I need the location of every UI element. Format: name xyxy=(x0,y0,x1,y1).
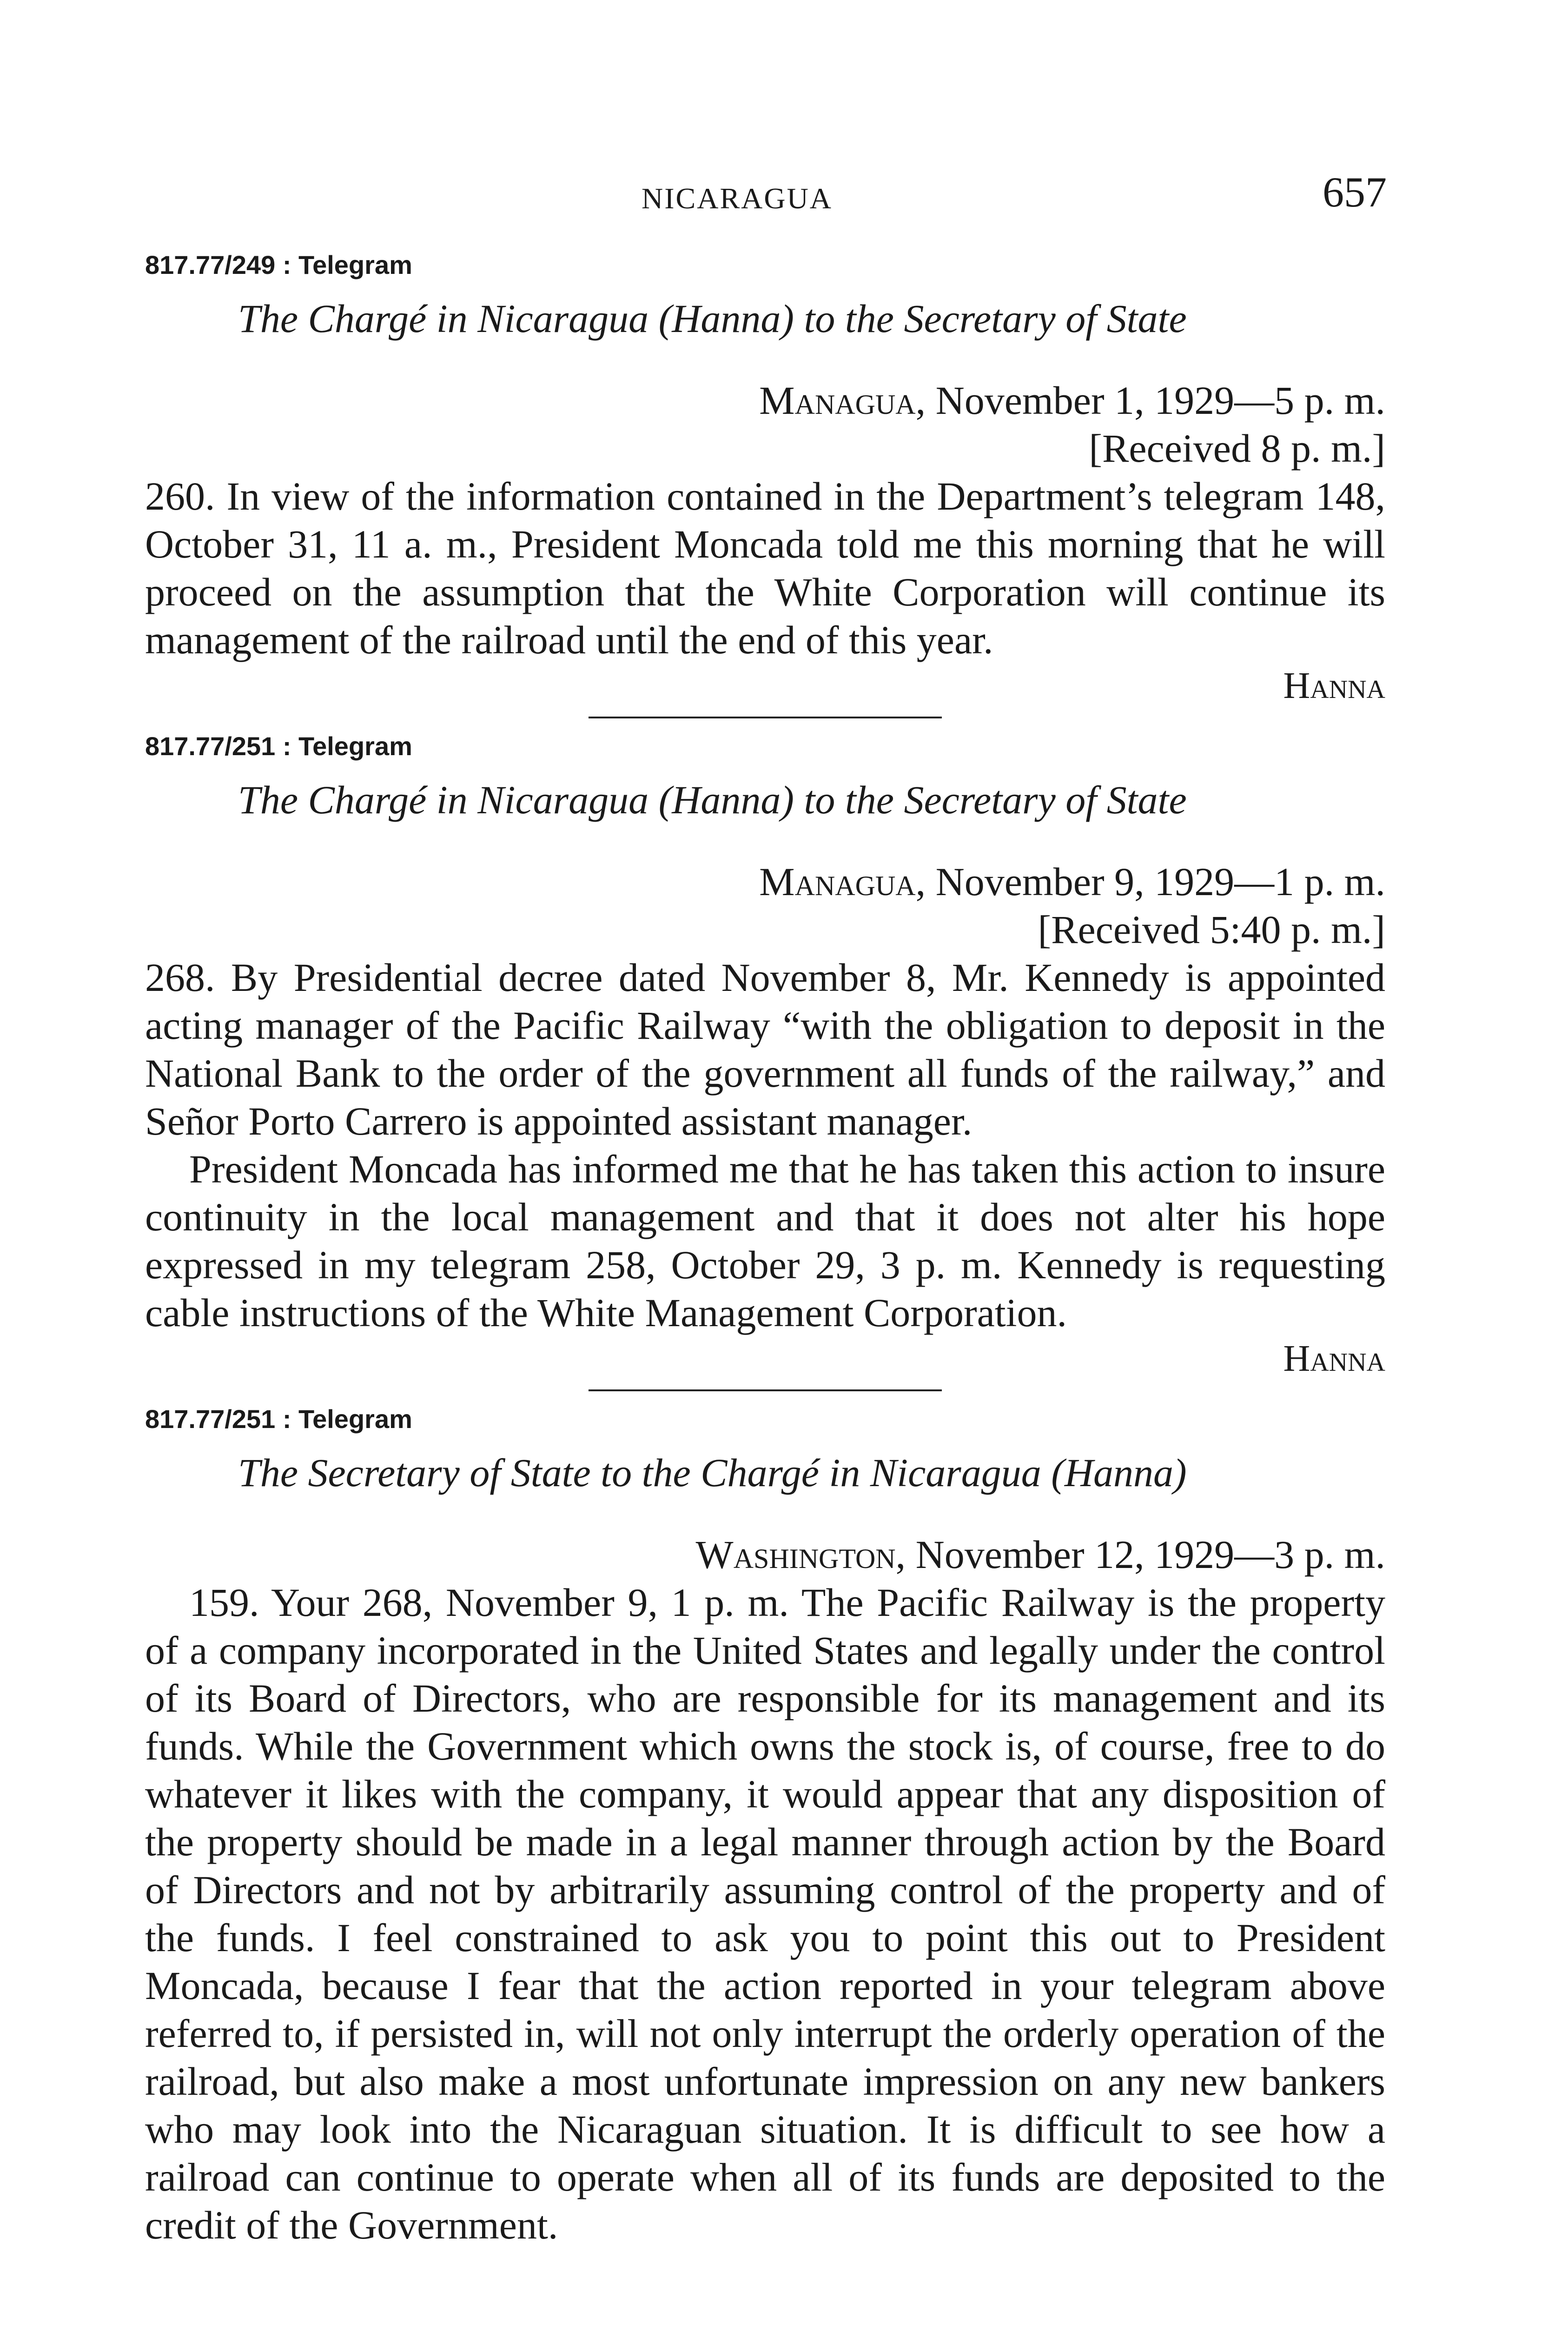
running-head: NICARAGUA xyxy=(642,182,833,215)
file-reference: 817.77/251 : Telegram xyxy=(145,731,412,761)
telegram-heading: The Chargé in Nicaragua (Hanna) to the Secretary of State xyxy=(238,296,1187,341)
dateline xyxy=(145,858,1385,906)
received-time: [Received 5:40 p. m.] xyxy=(1038,907,1385,952)
telegram-2 xyxy=(145,728,1385,1381)
dateline xyxy=(145,377,1385,425)
paragraph: 159. Your 268, November 9, 1 p. m. The Pacific Railway is the property of a company incorporated in the United States and legally under the control of its Board of Directors, who are responsible for its management and its funds. While the Government which owns the stock is, of course, free to do whatever it likes with the company, it would appear that any disposition of the property should be made in a legal manner through action by the Board of Directors and not by arbitrarily assuming control of the property and of the funds. I feel constrained to ask you to point this out to President Moncada, because I fear that the action reported in your telegram above referred to, if persisted in, will not only interrupt the orderly operation of the railroad, but also make a most unfortunate impression on any new bankers who may look into the Nicaraguan situation. It is difficult to see how a railroad can continue to operate when all of its funds are deposited to the credit of the Government. xyxy=(145,1580,1385,2247)
dateline-date: , November 1, 1929—5 p. m. xyxy=(915,378,1385,423)
section-divider xyxy=(589,717,942,718)
signature: Hanna xyxy=(1283,665,1385,706)
file-reference: 817.77/251 : Telegram xyxy=(145,1404,412,1434)
telegram-heading: The Secretary of State to the Chargé in Nicaragua (Hanna) xyxy=(238,1450,1187,1495)
page-body xyxy=(145,246,1385,2249)
page-number: 657 xyxy=(1323,168,1387,216)
dateline-date: , November 12, 1929—3 p. m. xyxy=(895,1532,1385,1577)
dateline-place: Managua xyxy=(759,859,916,904)
dateline-place: Washington xyxy=(695,1532,896,1577)
page-header xyxy=(0,167,1568,223)
section-divider xyxy=(589,1389,942,1391)
dateline xyxy=(145,1531,1385,1579)
paragraph: President Moncada has informed me that he has taken this action to insure continuity in the local management and that it does not alter his hope expressed in my telegram 258, October 29, 3 p. m. Kennedy is requesting cable instructions of the White Management Corporation. xyxy=(145,1147,1385,1335)
dateline-date: , November 9, 1929—1 p. m. xyxy=(915,859,1385,904)
paragraph: 260. In view of the information contained in the Department’s telegram 148, October 31, 11 a. m., President Moncada told me this morning that he will proceed on the assumption that the White Corporation will continue its management of the railroad until the end of this year. xyxy=(145,474,1385,662)
paragraph: 268. By Presidential decree dated November 8, Mr. Kennedy is appointed acting manager of the Pacific Railway “with the obligation to deposit in the National Bank to the order of the government all funds of the railway,” and Señor Porto Carrero is appointed assistant manager. xyxy=(145,955,1385,1143)
signature: Hanna xyxy=(1283,1338,1385,1379)
telegram-1 xyxy=(145,246,1385,708)
file-reference: 817.77/249 : Telegram xyxy=(145,250,412,279)
telegram-heading: The Chargé in Nicaragua (Hanna) to the Secretary of State xyxy=(238,777,1187,822)
dateline-place: Managua xyxy=(759,378,916,423)
telegram-3 xyxy=(145,1401,1385,2249)
received-time: [Received 8 p. m.] xyxy=(1089,426,1385,471)
